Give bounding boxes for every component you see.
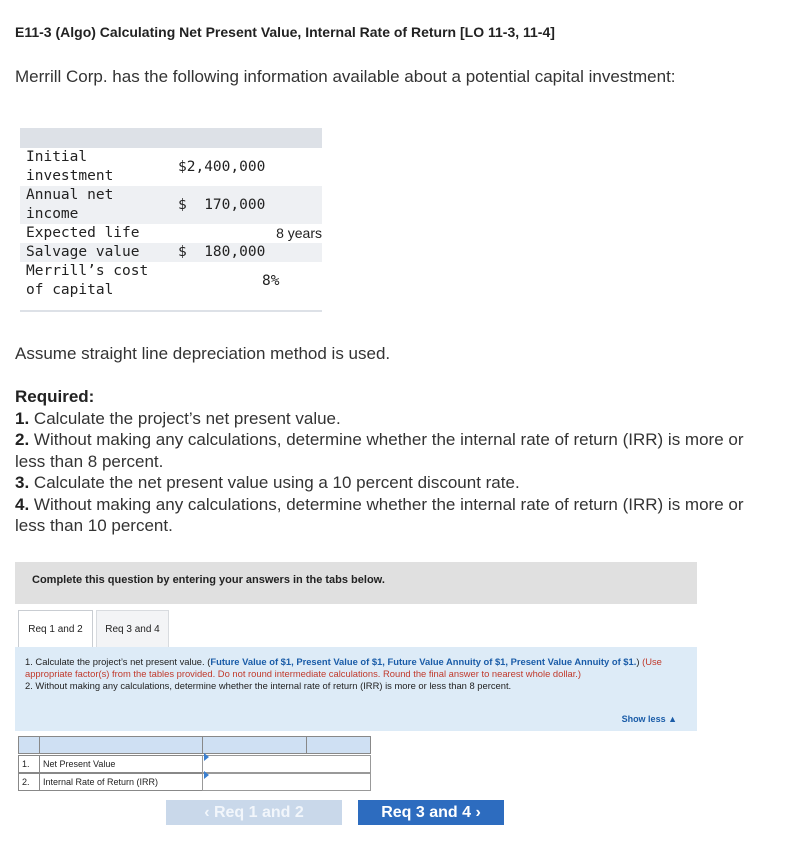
net-present-value-input[interactable] (202, 755, 371, 773)
row-expected-life (20, 224, 322, 243)
required-item-text: Calculate the net present value using a 10 percent discount rate. (29, 473, 520, 492)
required-item-number: 4. (15, 494, 30, 514)
input-flag-icon (204, 753, 209, 761)
required-item-text: Calculate the project’s net present value. (29, 408, 341, 428)
answer-header-cell (202, 736, 307, 754)
irr-label: Internal Rate of Return (IRR) (39, 773, 203, 791)
required-item-number: 3. (15, 473, 30, 492)
required-item-text: Without making any calculations, determine whether the internal rate of return (IRR) is more or less than 8 percent. (15, 430, 744, 471)
answer-row-number: 2. (18, 773, 40, 791)
required-item-2 (15, 429, 775, 472)
required-item-4 (15, 494, 775, 537)
required-section (15, 386, 775, 537)
tab-instructions-panel (15, 647, 697, 731)
answer-header-cell (18, 736, 40, 754)
expected-life-label: Expected life (26, 225, 140, 241)
table-header-bar (20, 128, 322, 148)
instruction-banner (15, 562, 697, 604)
row-annual-net-income (20, 186, 322, 224)
show-less-link[interactable]: Show less ▲ (621, 714, 677, 724)
required-item-3 (15, 472, 775, 494)
initial-investment-value: $2,400,000 (178, 159, 266, 175)
table-bottom-rule (20, 310, 322, 312)
required-item-number: 1. (15, 408, 30, 428)
cost-of-capital-label-1: Merrill’s cost (26, 263, 149, 279)
factor-tables-links[interactable]: Future Value of $1, Present Value of $1, Future Value Annuity of $1, Present Value Annuity of $1. (210, 656, 637, 667)
irr-select[interactable] (202, 773, 371, 791)
instruction-1-text: 1. Calculate the project’s net present value. ( (25, 656, 211, 667)
required-heading: Required: (15, 387, 95, 406)
problem-title: E11-3 (Algo) Calculating Net Present Value, Internal Rate of Return [LO 11-3, 11-4] (15, 24, 555, 40)
rounding-instructions: (Use appropriate factor(s) from the tables provided. Do not round intermediate calculations. Round the final answer to nearest whole dollar.) (25, 656, 662, 679)
prev-tab-button[interactable]: ‹ Req 1 and 2 (166, 800, 342, 825)
instruction-line-1 (25, 656, 687, 680)
instruction-banner-text: Complete this question by entering your answers in the tabs below. (32, 574, 385, 586)
tab-req-3-and-4[interactable]: Req 3 and 4 (96, 610, 169, 647)
row-cost-of-capital (20, 262, 322, 300)
required-item-1 (15, 408, 775, 430)
net-present-value-label: Net Present Value (39, 755, 203, 773)
investment-info-table (20, 128, 322, 298)
answer-header-cell (39, 736, 203, 754)
instruction-line-2: 2. Without making any calculations, determine whether the internal rate of return (IRR) is more or less than 8 percent. (25, 680, 512, 691)
next-tab-button[interactable]: Req 3 and 4 › (358, 800, 504, 825)
instruction-1-paren: ) (636, 656, 640, 667)
row-salvage-value (20, 243, 322, 262)
answer-row-number: 1. (18, 755, 40, 773)
annual-income-value: $ 170,000 (178, 197, 266, 213)
intro-text: Merrill Corp. has the following information available about a potential capital investment: (15, 67, 676, 86)
cost-of-capital-value: 8% (262, 273, 280, 289)
cost-of-capital-label-2: of capital (26, 282, 114, 298)
required-item-text: Without making any calculations, determine whether the internal rate of return (IRR) is more or less than 10 percent. (15, 494, 744, 535)
annual-income-label-2: income (26, 206, 79, 222)
row-initial-investment (20, 148, 322, 186)
expected-life-value: 8 years (276, 225, 322, 241)
initial-investment-label-2: investment (26, 168, 114, 184)
salvage-value-value: $ 180,000 (178, 244, 266, 260)
annual-income-label-1: Annual net (26, 187, 114, 203)
initial-investment-label-1: Initial (26, 149, 88, 165)
salvage-value-label: Salvage value (26, 244, 140, 260)
depreciation-note: Assume straight line depreciation method is used. (15, 344, 391, 363)
tab-req-1-and-2[interactable]: Req 1 and 2 (18, 610, 93, 647)
required-item-number: 2. (15, 430, 30, 449)
answer-header-cell (306, 736, 371, 754)
input-flag-icon (204, 771, 209, 779)
